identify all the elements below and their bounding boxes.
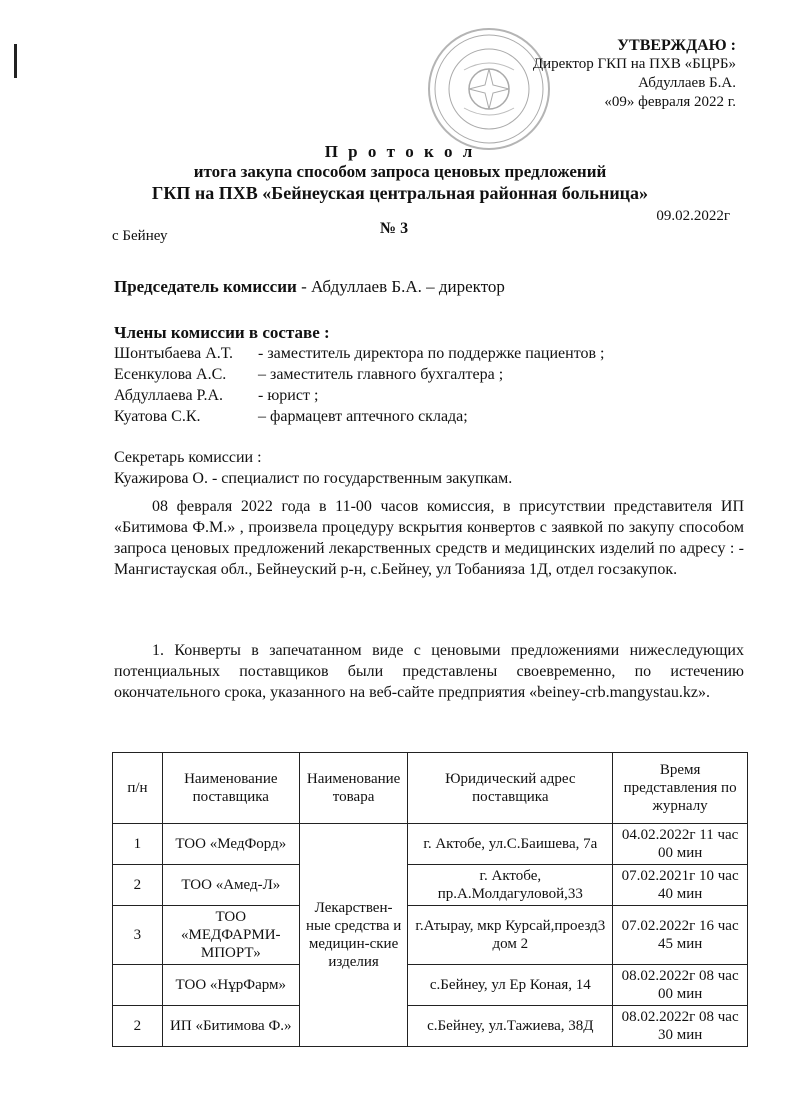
supplier-address: г.Атырау, мкр Курсай,проезд3 дом 2: [408, 906, 613, 965]
row-number: 1: [113, 824, 163, 865]
supplier-name: ИП «Битимова Ф.»: [162, 1006, 299, 1047]
document-date: 09.02.2022г: [656, 208, 730, 224]
members-heading: Члены комиссии в составе :: [114, 323, 330, 342]
member-role: – заместитель главного бухгалтера ;: [258, 366, 504, 383]
supplier-address: г. Актобе, пр.А.Молдагуловой,33: [408, 865, 613, 906]
column-header: п/н: [113, 753, 163, 824]
row-number: 3: [113, 906, 163, 965]
member-role: - заместитель директора по поддержке пациентов ;: [258, 345, 605, 362]
product-name: Лекарствен-ные средства и медицин-ские изделия: [299, 824, 408, 1047]
document-title: П р о т о к о л: [324, 142, 476, 161]
document-place: с Бейнеу: [112, 228, 168, 244]
submission-time: 07.02.2021г 10 час 40 мин: [613, 865, 748, 906]
member-name: Шонтыбаева А.Т.: [114, 345, 233, 362]
member-row: [114, 406, 744, 427]
supplier-name: ТОО «Амед-Л»: [162, 865, 299, 906]
table-row: [113, 965, 748, 1006]
member-row: [114, 343, 744, 364]
member-name: Абдуллаева Р.А.: [114, 387, 223, 404]
approval-line-1: Директор ГКП на ПХВ «БЦРБ»: [532, 56, 736, 72]
supplier-address: с.Бейнеу, ул Ер Коная, 14: [408, 965, 613, 1006]
secretary-block: [114, 447, 744, 489]
member-row: [114, 385, 744, 406]
column-header: Наименование товара: [299, 753, 408, 824]
supplier-address: г. Актобе, ул.С.Баишева, 7а: [408, 824, 613, 865]
column-header: Юридический адрес поставщика: [408, 753, 613, 824]
row-number: 2: [113, 1006, 163, 1047]
member-name: Куатова С.К.: [114, 408, 201, 425]
supplier-name: ТОО «МедФорд»: [162, 824, 299, 865]
member-role: - юрист ;: [258, 387, 319, 404]
member-role: – фармацевт аптечного склада;: [258, 408, 468, 425]
table-row: [113, 824, 748, 865]
approval-title: УТВЕРЖДАЮ :: [617, 37, 736, 54]
table-row: [113, 906, 748, 965]
column-header: Наименование поставщика: [162, 753, 299, 824]
secretary-value: Куажирова О. - специалист по государственным закупкам.: [114, 470, 513, 487]
approval-line-2: Абдуллаев Б.А.: [638, 75, 736, 91]
submission-time: 08.02.2022г 08 час 30 мин: [613, 1006, 748, 1047]
member-name: Есенкулова А.С.: [114, 366, 227, 383]
approval-line-3: «09» февраля 2022 г.: [604, 94, 736, 110]
submission-time: 04.02.2022г 11 час 00 мин: [613, 824, 748, 865]
supplier-name: ТОО «МЕДФАРМИ-МПОРТ»: [162, 906, 299, 965]
members-list: [114, 343, 744, 427]
chair-label: Председатель комиссии: [114, 277, 297, 296]
table-row: [113, 1006, 748, 1047]
chair-value: - Абдуллаев Б.А. – директор: [301, 277, 505, 296]
submission-time: 07.02.2022г 16 час 45 мин: [613, 906, 748, 965]
row-number: 2: [113, 865, 163, 906]
document-subtitle: итога закупа способом запроса ценовых предложений: [193, 162, 607, 181]
row-number: [113, 965, 163, 1006]
commission-chair: [114, 276, 744, 297]
supplier-address: с.Бейнеу, ул.Тажиева, 38Д: [408, 1006, 613, 1047]
opening-paragraph: 08 февраля 2022 года в 11-00 часов комиссия, в присутствии представителя ИП «Битимова Ф.М.» , произвела процедуру вскрытия конвертов с заявкой по закупу способом запроса ценовых предложений лекарственных средств и медицинских изделий по адресу : - Мангистауская обл., Бейнеуский р-н, с.Бейнеу, ул Тобанияза 1Д, отдел госзакупок.: [114, 498, 744, 578]
table-header-row: [113, 753, 748, 824]
suppliers-table: [112, 752, 748, 1047]
column-header: Время представления по журналу: [613, 753, 748, 824]
document-number: № 3: [380, 220, 409, 237]
table-row: [113, 865, 748, 906]
submission-time: 08.02.2022г 08 час 00 мин: [613, 965, 748, 1006]
supplier-name: ТОО «НұрФарм»: [162, 965, 299, 1006]
organization-name: ГКП на ПХВ «Бейнеуская центральная районная больница»: [151, 183, 649, 203]
margin-mark: [14, 44, 17, 78]
secretary-label: Секретарь комиссии :: [114, 449, 262, 466]
approval-block: [436, 36, 736, 112]
envelopes-paragraph: 1. Конверты в запечатанном виде с ценовыми предложениями нижеследующих потенциальных поставщиков были представлены своевременно, по истечению окончательного срока, указанного на веб-сайте предприятия «beiney-crb.mangystau.kz».: [114, 642, 744, 701]
member-row: [114, 364, 744, 385]
